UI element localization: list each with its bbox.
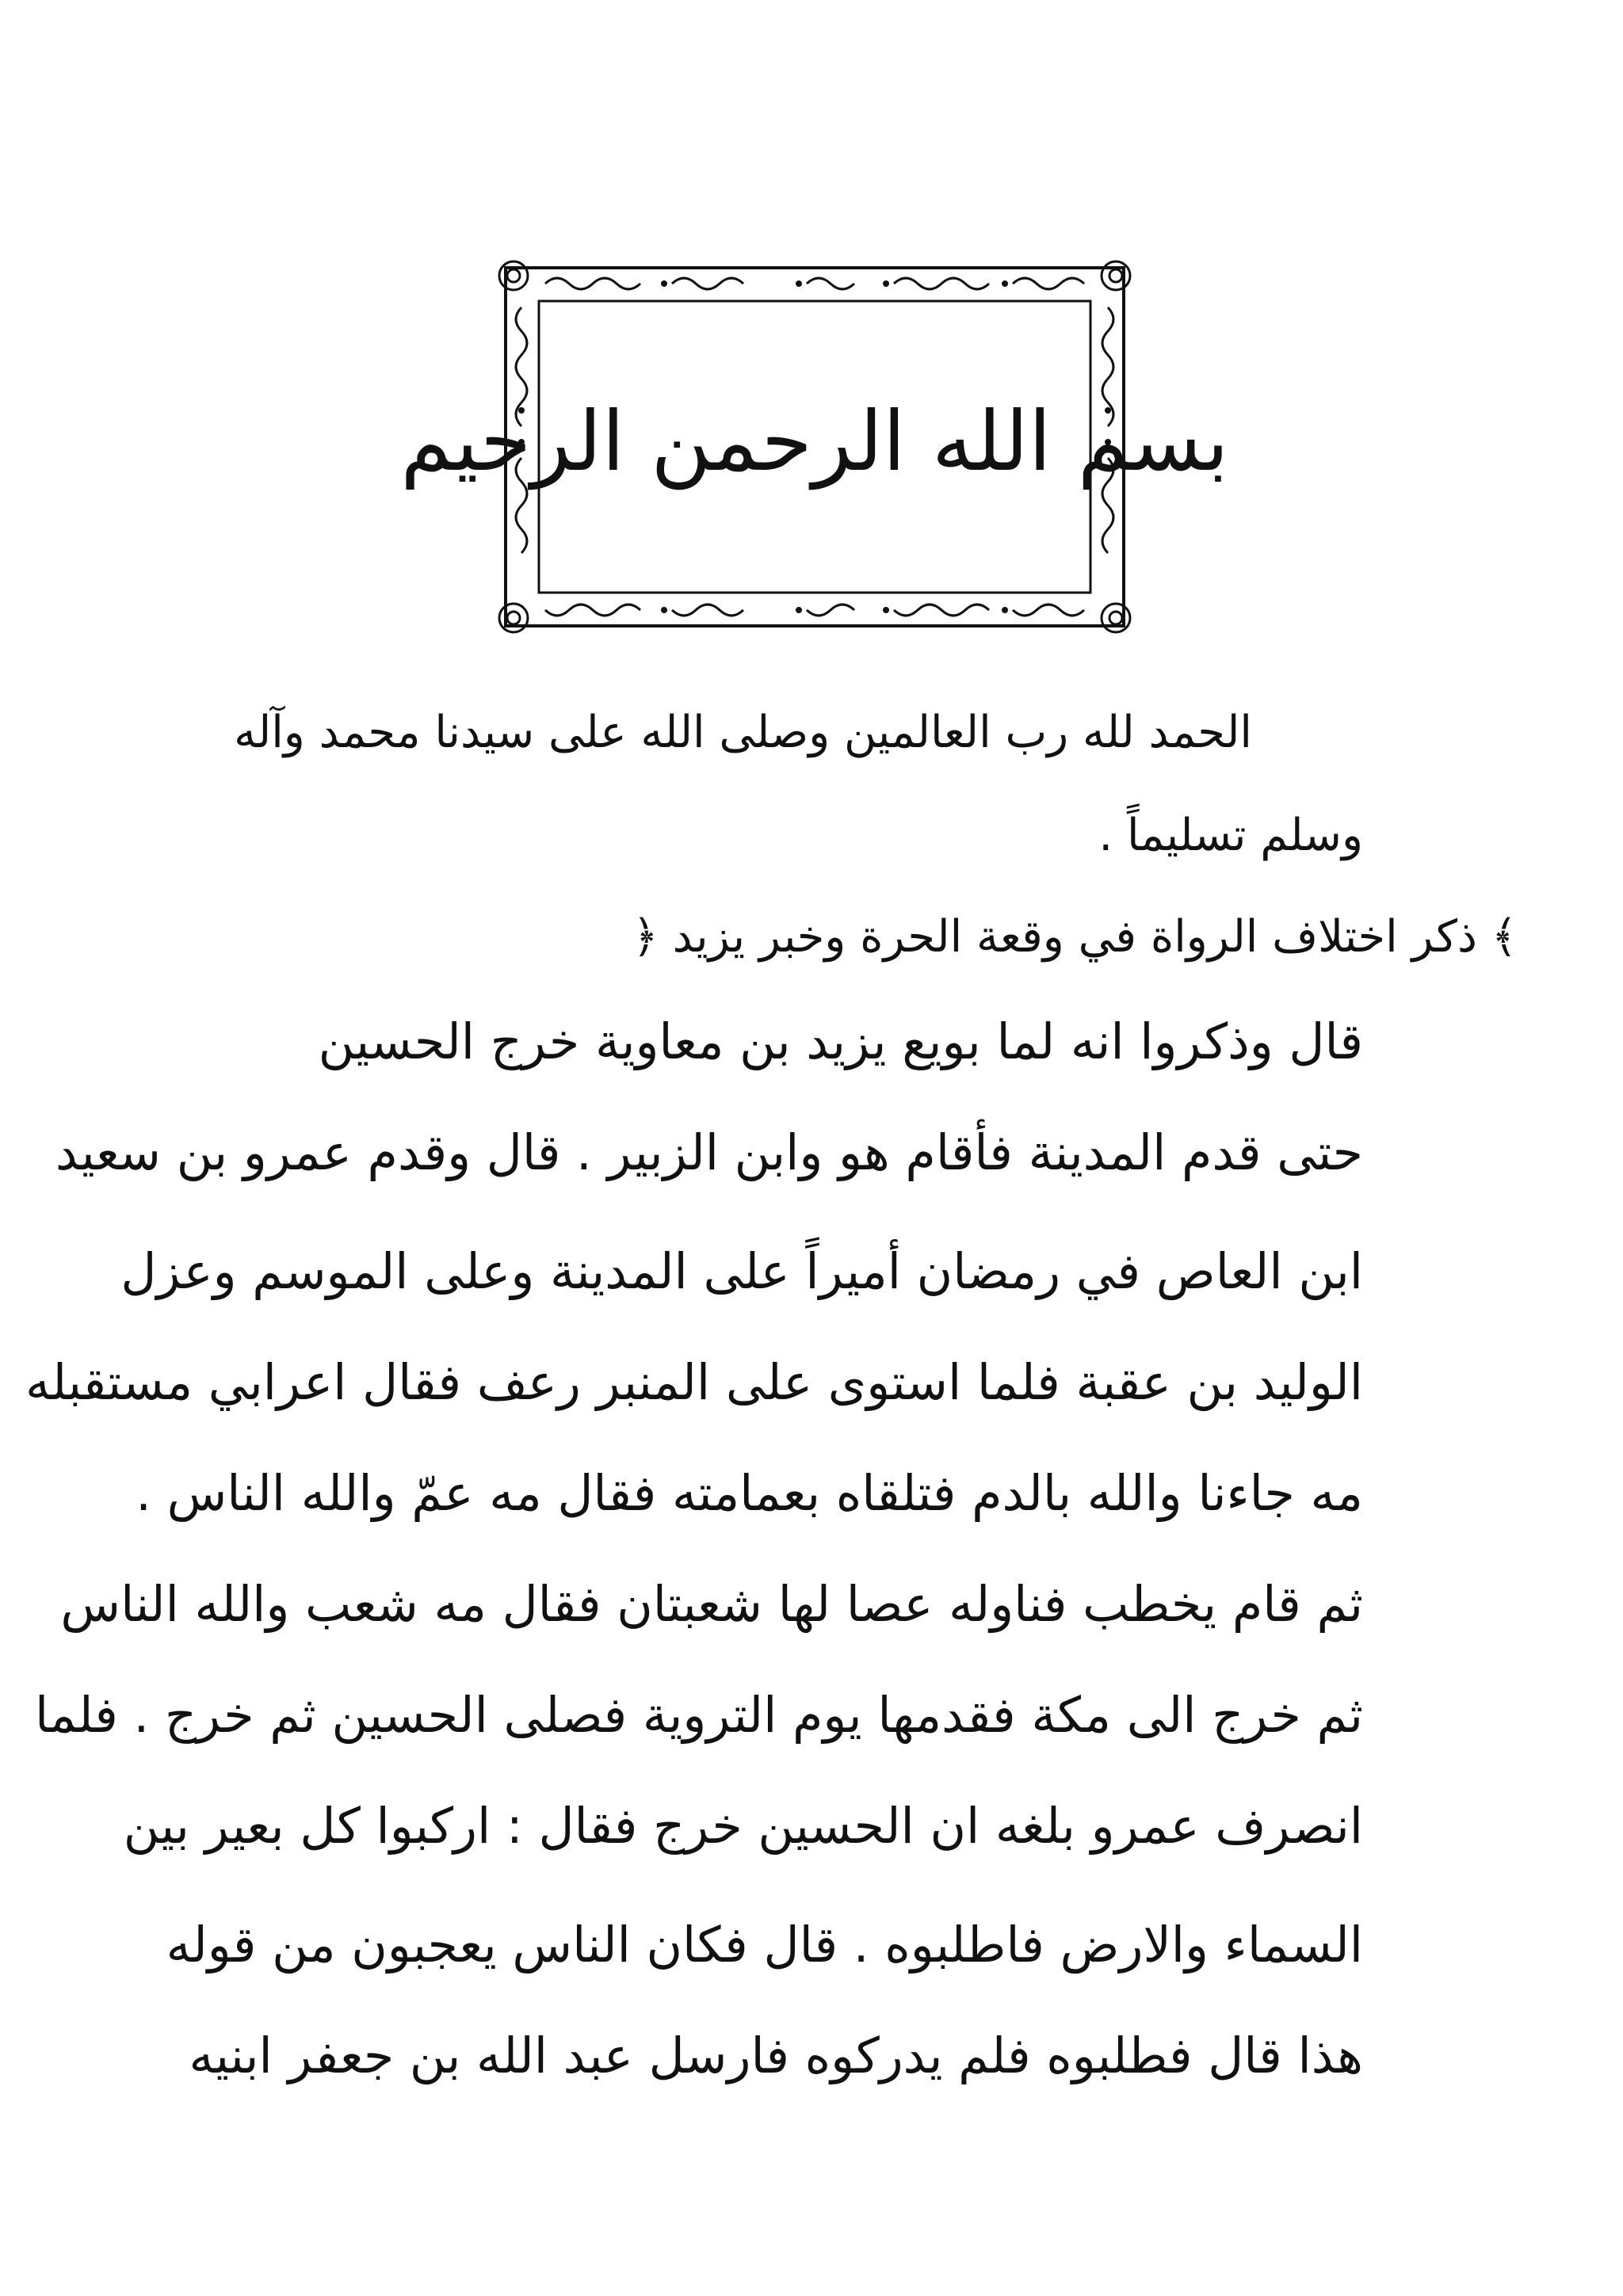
body-line: هذا قال فطلبوه فلم يدركوه فارسل عبد الله بن جعفر ابنيه xyxy=(189,2027,1363,2084)
body-line: مه جاءنا والله بالدم فتلقاه بعمامته فقال مه عمّ والله الناس . xyxy=(136,1464,1363,1522)
intro-line-1: الحمد لله رب العالمين وصلى الله على سيدنا محمد وآله xyxy=(234,707,1252,758)
body-line: ثم خرج الى مكة فقدمها يوم التروية فصلى الحسين ثم خرج . فلما xyxy=(34,1686,1363,1744)
body-line: ابن العاص في رمضان أميراً على المدينة وعلى الموسم وعزل xyxy=(120,1242,1363,1300)
body-line: انصرف عمرو بلغه ان الحسين خرج فقال : اركبوا كل بعير بين xyxy=(123,1797,1363,1855)
body-line: الوليد بن عقبة فلما استوى على المنبر رعف فقال اعرابي مستقبله xyxy=(25,1353,1363,1411)
bismillah-calligraphy: بسم الله الرحمن الرحيم xyxy=(400,393,1229,490)
body-line: حتى قدم المدينة فأقام هو وابن الزبير . قال وقدم عمرو بن سعيد xyxy=(55,1123,1363,1181)
ornamental-frame-icon xyxy=(400,252,1229,642)
bismillah-ornament xyxy=(400,252,1229,642)
body-line: ثم قام يخطب فناوله عصا لها شعبتان فقال مه شعب والله الناس xyxy=(60,1575,1363,1633)
body-line: قال وذكروا انه لما بويع يزيد بن معاوية خرج الحسين xyxy=(318,1013,1363,1070)
body-line: السماء والارض فاطلبوه . قال فكان الناس يعجبون من قوله xyxy=(166,1916,1363,1974)
intro-line-2: وسلم تسليماً . xyxy=(1098,810,1363,861)
section-heading: ﴿ ذكر اختلاف الرواة في وقعة الحرة وخبر يزيد ﴾ xyxy=(632,911,1518,963)
